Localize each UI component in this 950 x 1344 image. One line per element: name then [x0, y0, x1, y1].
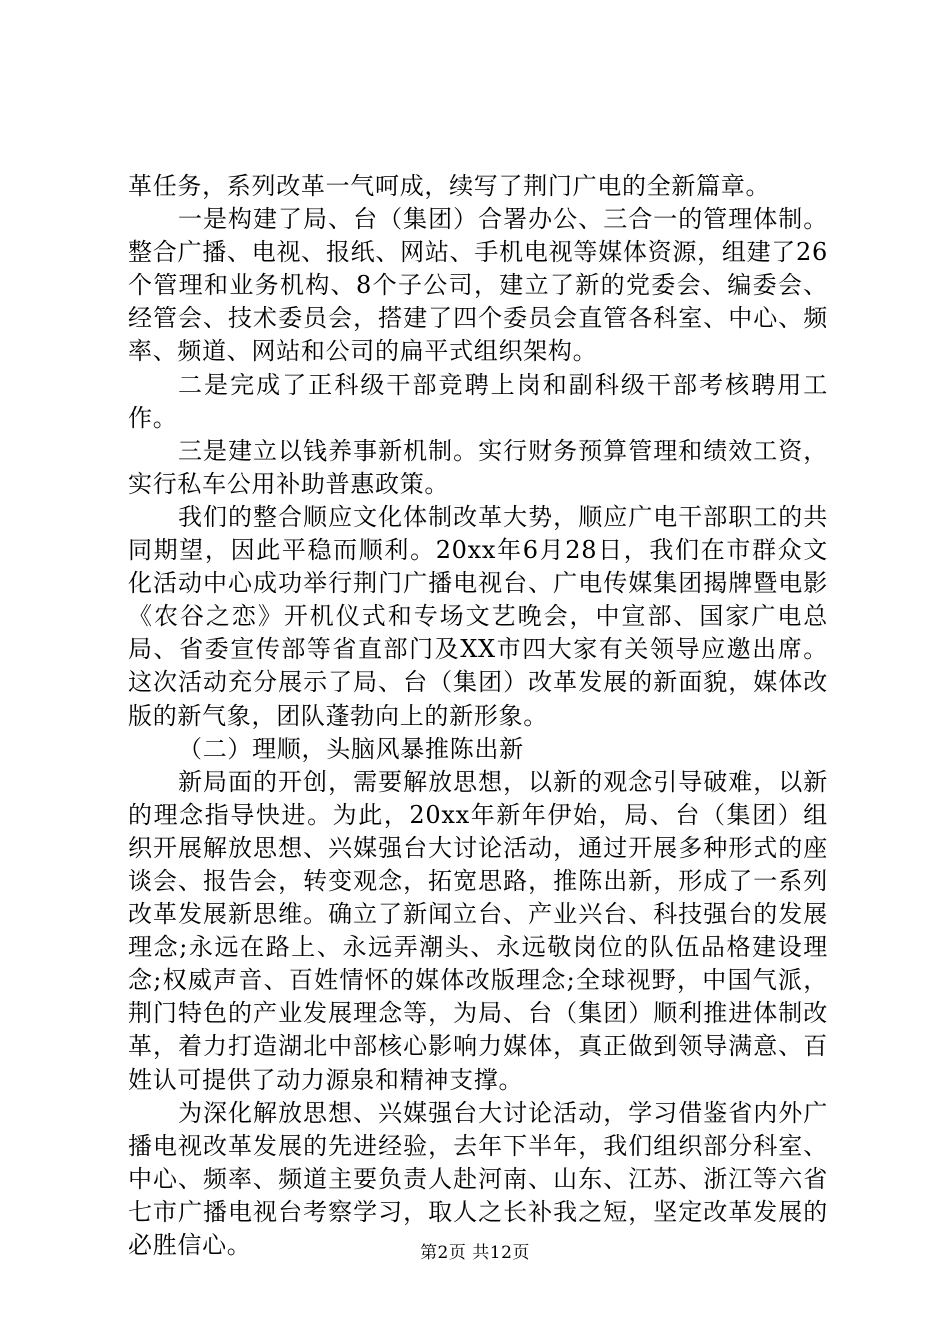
section-heading: （二）理顺，头脑风暴推陈出新	[178, 734, 524, 763]
paragraph: 为深化解放思想、兴媒强台大讨论活动，学习借鉴省内外广播电视改革发展的先进经验，去年下半年，我们组织部分科室、中心、频率、频道主要负责人赴河南、山东、江苏、浙江等六省七市广播电视台考察学习，取人之长补我之短，坚定改革发展的必胜信心。	[128, 1098, 828, 1259]
paragraph: 一是构建了局、台（集团）合署办公、三合一的管理体制。整合广播、电视、报纸、网站、手机电视等媒体资源，组建了26个管理和业务机构、8个子公司，建立了新的党委会、编委会、经管会、技术委员会，搭建了四个委员会直管各科室、中心、频率、频道、网站和公司的扁平式组织架构。	[128, 205, 828, 366]
document-body	[128, 170, 828, 1262]
paragraph: 我们的整合顺应文化体制改革大势，顺应广电干部职工的共同期望，因此平稳而顺利。20xx年6月28日，我们在市群众文化活动中心成功举行荆门广播电视台、广电传媒集团揭牌暨电影《农谷之恋》开机仪式和专场文艺晚会，中宣部、国家广电总局、省委宣传部等省直部门及XX市四大家有关领导应邀出席。这次活动充分展示了局、台（集团）改革发展的新面貌，媒体改版的新气象，团队蓬勃向上的新形象。	[128, 502, 828, 730]
paragraph: 革任务，系列改革一气呵成，续写了荆门广电的全新篇章。	[128, 172, 771, 200]
page-number-footer: 第2页 共12页	[420, 1243, 530, 1263]
paragraph: 二是完成了正科级干部竞聘上岗和副科级干部考核聘用工作。	[128, 370, 828, 432]
paragraph: 新局面的开创，需要解放思想，以新的观念引导破难，以新的理念指导快进。为此，20xx年新年伊始，局、台（集团）组织开展解放思想、兴媒强台大讨论活动，通过开展多种形式的座谈会、报告会，转变观念，拓宽思路，推陈出新，形成了一系列改革发展新思维。确立了新闻立台、产业兴台、科技强台的发展理念;永远在路上、永远弄潮头、永远敬岗位的队伍品格建设理念;权威声音、百姓情怀的媒体改版理念;全球视野，中国气派，荆门特色的产业发展理念等，为局、台（集团）顺利推进体制改革，着力打造湖北中部核心影响力媒体，真正做到领导满意、百姓认可提供了动力源泉和精神支撑。	[128, 767, 828, 1094]
paragraph: 三是建立以钱养事新机制。实行财务预算管理和绩效工资，实行私车公用补助普惠政策。	[128, 436, 828, 498]
